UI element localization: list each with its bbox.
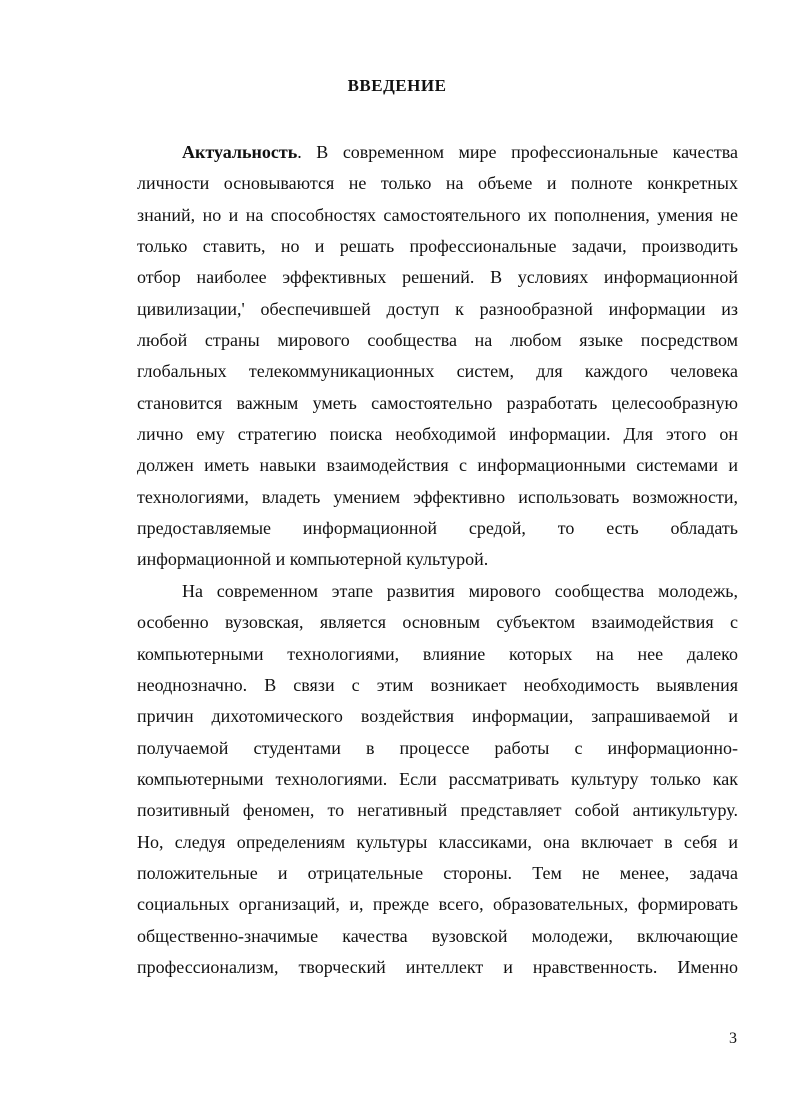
- text-line: только ставить, но и решать профессиональные задачи, производить: [137, 236, 738, 257]
- text-line: лично ему стратегию поиска необходимой информации. Для этого он: [137, 424, 738, 445]
- text-line: любой страны мирового сообщества на любом языке посредством: [137, 330, 738, 351]
- text-line: Актуальность. В современном мире профессиональные качества: [182, 142, 738, 162]
- text-line: цивилизации,' обеспечившей доступ к разнообразной информации из: [137, 298, 738, 319]
- text-line: отбор наиболее эффективных решений. В условиях информационной: [137, 267, 738, 288]
- text-line: положительные и отрицательные стороны. Тем не менее, задача: [137, 862, 738, 883]
- text-line: предоставляемые информационной средой, то есть обладать: [137, 518, 738, 539]
- text-line: общественно-значимые качества вузовской молодежи, включающие: [137, 925, 738, 946]
- text-line: позитивный феномен, то негативный представляет собой антикультуру.: [137, 800, 738, 821]
- bold-lead: Актуальность: [182, 142, 298, 162]
- text-line: компьютерными технологиями, влияние которых на нее далеко: [137, 643, 738, 664]
- page-title: ВВЕДЕНИЕ: [347, 76, 447, 95]
- page-number: 3: [729, 1030, 737, 1047]
- body-text: [137, 137, 738, 983]
- text-line: получаемой студентами в процессе работы с информационно-: [137, 737, 738, 758]
- text-line: личности основываются не только на объеме и полноте конкретных: [137, 173, 738, 194]
- text-line: глобальных телекоммуникационных систем, для каждого человека: [137, 361, 738, 382]
- text-line: особенно вузовская, является основным субъектом взаимодействия с: [137, 612, 738, 633]
- text-line: На современном этапе развития мирового сообщества молодежь,: [182, 580, 738, 601]
- text-line: профессионализм, творческий интеллект и нравственность. Именно: [137, 956, 738, 977]
- text-line: должен иметь навыки взаимодействия с информационными системами и: [137, 455, 738, 476]
- text-line: социальных организаций, и, прежде всего, образовательных, формировать: [137, 894, 738, 915]
- text-line: Но, следуя определениям культуры классиками, она включает в себя и: [137, 831, 738, 852]
- text-line: компьютерными технологиями. Если рассматривать культуру только как: [137, 768, 738, 789]
- text-line: неоднозначно. В связи с этим возникает необходимость выявления: [137, 674, 738, 695]
- text-line: информационной и компьютерной культурой.: [137, 549, 489, 570]
- text-line: технологиями, владеть умением эффективно использовать возможности,: [137, 486, 738, 507]
- text-line: знаний, но и на способностях самостоятельного их пополнения, умения не: [137, 204, 738, 225]
- text-line: становится важным уметь самостоятельно разработать целесообразную: [137, 392, 738, 413]
- text-line: причин дихотомического воздействия информации, запрашиваемой и: [137, 706, 738, 727]
